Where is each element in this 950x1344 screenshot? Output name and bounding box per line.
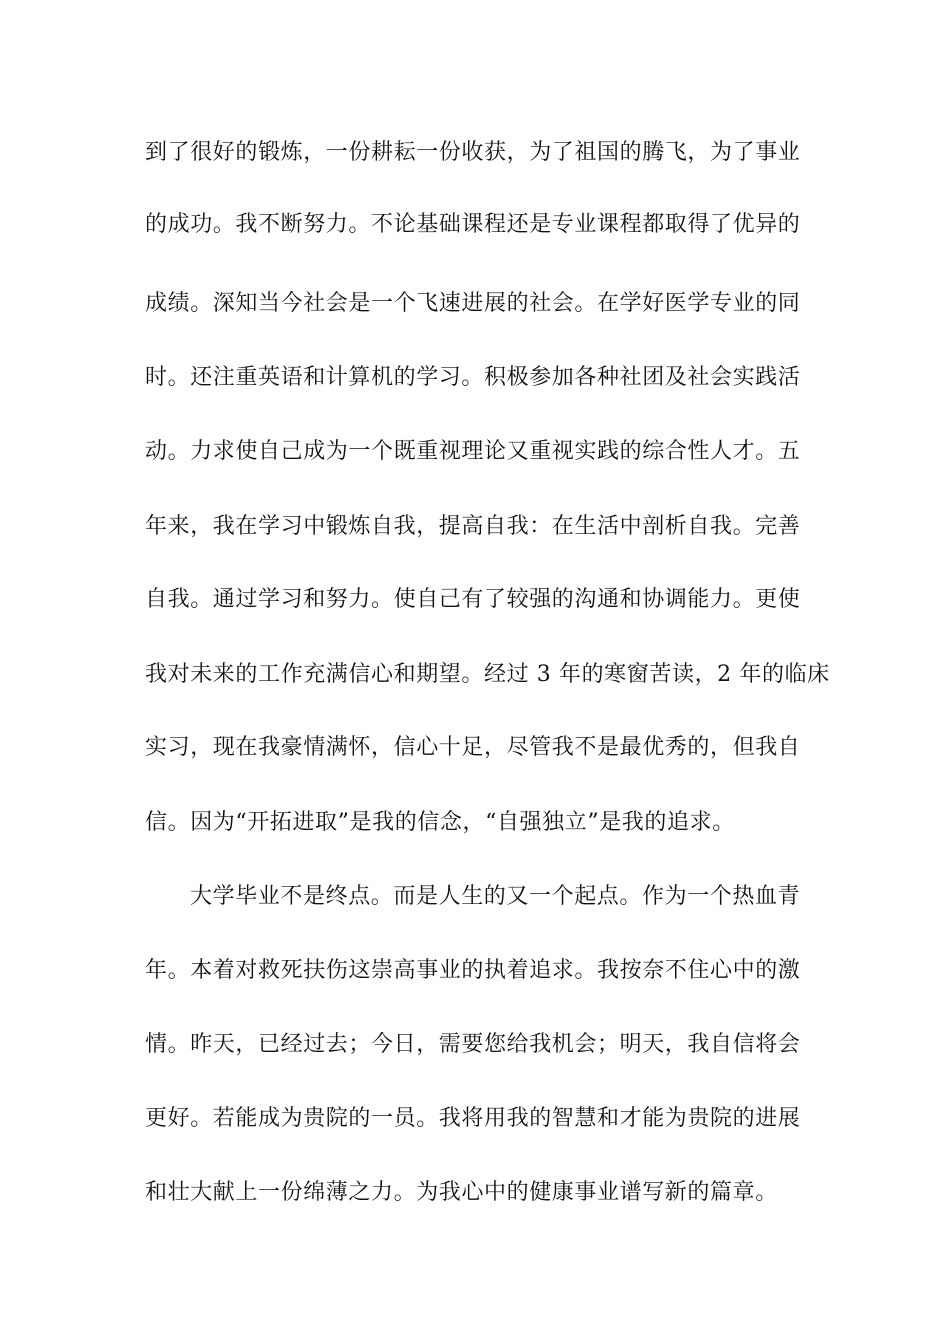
text-line: 和壮大献上一份绵薄之力。为我心中的健康事业谱写新的篇章。 (145, 1180, 778, 1205)
text-line: 成绩。深知当今社会是一个飞速进展的社会。在学好医学专业的同 (145, 291, 801, 316)
text-line: 动。力求使自己成为一个既重视理论又重视实践的综合性人才。五 (145, 439, 801, 464)
text-line: 年。本着对救死扶伤这崇高事业的执着追求。我按奈不住心中的激 (145, 958, 801, 983)
text-line: 的成功。我不断努力。不论基础课程还是专业课程都取得了优异的 (145, 212, 801, 237)
text-line: 实习，现在我豪情满怀，信心十足，尽管我不是最优秀的，但我自 (145, 735, 801, 760)
text-line: 大学毕业不是终点。而是人生的又一个起点。作为一个热血青 (190, 884, 801, 909)
text-line: 信。因为“开拓进取”是我的信念，“自强独立”是我的追求。 (145, 810, 735, 835)
text-line: 自我。通过学习和努力。使自己有了较强的沟通和协调能力。更使 (145, 587, 801, 612)
text-line: 更好。若能成为贵院的一员。我将用我的智慧和才能为贵院的进展 (145, 1106, 801, 1131)
text-line: 情。昨天，已经过去；今日，需要您给我机会；明天，我自信将会 (145, 1032, 801, 1057)
text-line: 到了很好的锻炼，一份耕耘一份收获，为了祖国的腾飞，为了事业 (145, 140, 801, 165)
text-line: 时。还注重英语和计算机的学习。积极参加各种社团及社会实践活 (145, 365, 801, 390)
text-line: 年来，我在学习中锻炼自我，提高自我：在生活中剖析自我。完善 (145, 514, 801, 539)
text-line: 我对未来的工作充满信心和期望。经过 3 年的寒窗苦读，2 年的临床 (145, 662, 830, 687)
